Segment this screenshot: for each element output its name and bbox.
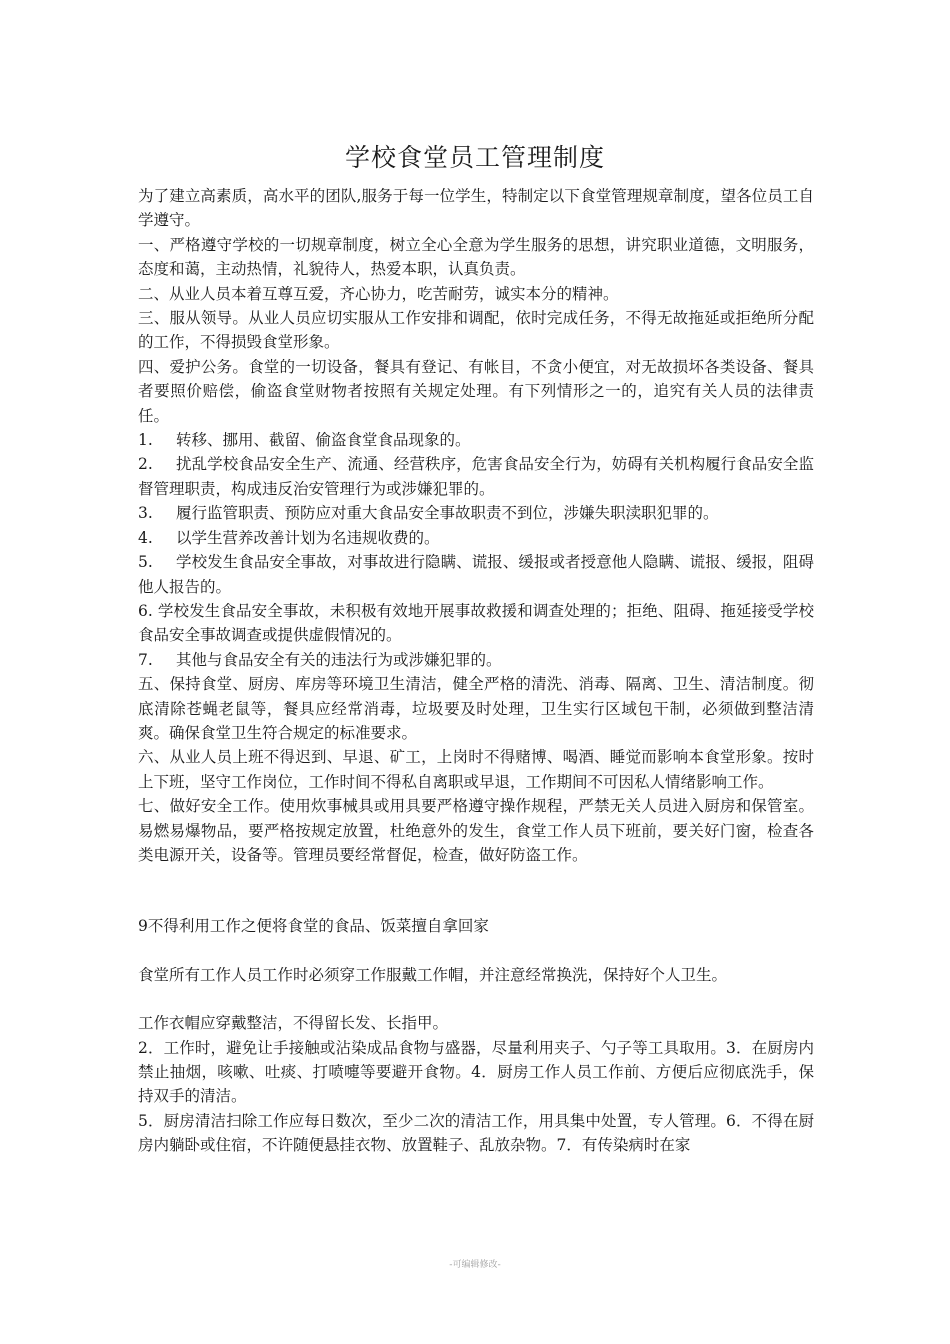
page-footer: -可编辑修改- [449, 1260, 501, 1270]
list-item-text: 扰乱学校食品安全生产、流通、经营秩序，危害食品安全行为，妨碍有关机构履行食品安全监督管理职责，构成违反治安管理行为或涉嫌犯罪的。 [138, 455, 814, 498]
list-item [138, 550, 814, 599]
staff-uniform-rule: 食堂所有工作人员工作时必须穿工作服戴工作帽，并注意经常换洗，保持好个人卫生。 [138, 965, 728, 984]
list-item-number: 7. [138, 650, 153, 669]
list-item [138, 501, 814, 525]
hygiene-rule-2: 2．工作时，避免让手接触或沾染成品食物与盛器，尽量利用夹子、勺子等工具取用。3．在厨房内禁止抽烟，咳嗽、吐痰、打喷嚏等要避开食物。4．厨房工作人员工作前、方便后应彻底洗手，保持双手的清洁。 [138, 1038, 814, 1106]
list-item [138, 428, 814, 452]
paragraph-2: 二、从业人员本着互尊互爱，齐心协力，吃苦耐劳，诚实本分的精神。 [138, 284, 619, 303]
list-item-text: 以学生营养改善计划为名违规收费的。 [176, 528, 440, 547]
list-item-text: 学校发生食品安全事故，未积极有效地开展事故救援和调查处理的；拒绝、阻碍、拖延接受学校食品安全事故调查或提供虚假情况的。 [138, 601, 814, 645]
intro-paragraph: 为了建立高素质，高水平的团队,服务于每一位学生，特制定以下食堂管理规章制度，望各位员工自学遵守。 [138, 187, 814, 230]
rule-9: 9不得利用工作之便将食堂的食品、饭菜擅自拿回家 [138, 917, 489, 936]
list-item-text: 履行监管职责、预防应对重大食品安全事故职责不到位，涉嫌失职渎职犯罪的。 [176, 504, 719, 523]
section-5: 五、保持食堂、厨房、库房等环境卫生清洁，健全严格的清洗、消毒、隔离、卫生、清洁制度。彻底清除苍蝇老鼠等，餐具应经常消毒，垃圾要及时处理，卫生实行区域包干制，必须做到整洁清爽。确保食堂卫生符合规定的标准要求。 [138, 675, 814, 742]
list-item-text: 转移、挪用、截留、偷盗食堂食品现象的。 [176, 431, 471, 450]
document-title: 学校食堂员工管理制度 [344, 143, 605, 172]
list-item [138, 648, 814, 672]
list-item [138, 526, 814, 550]
hygiene-rule-1: 工作衣帽应穿戴整洁，不得留长发、长指甲。 [138, 1014, 449, 1033]
section-6: 六、从业人员上班不得迟到、早退、矿工，上岗时不得赌博、喝酒、睡觉而影响本食堂形象。按时上下班，坚守工作岗位，工作时间不得私自离职或早退，工作期间不可因私人情绪影响工作。 [138, 748, 814, 791]
list-item-text: 其他与食品安全有关的违法行为或涉嫌犯罪的。 [176, 650, 502, 669]
list-item-number: 1. [138, 431, 153, 450]
document-body [138, 184, 814, 1158]
hygiene-rule-3: 5．厨房清洁扫除工作应每日数次，至少二次的清洁工作，用具集中处置，专人管理。6．不得在厨房内躺卧或住宿，不许随便悬挂衣物、放置鞋子、乱放杂物。7．有传染病时在家 [138, 1111, 814, 1155]
paragraph-3: 三、服从领导。从业人员应切实服从工作安排和调配，依时完成任务，不得无故拖延或拒绝所分配的工作，不得损毁食堂形象。 [138, 309, 814, 352]
paragraph-4: 四、爱护公务。食堂的一切设备，餐具有登记、有帐目，不贪小便宜，对无故损坏各类设备、餐具者要照价赔偿，偷盗食堂财物者按照有关规定处理。有下列情形之一的，追究有关人员的法律责任。 [138, 357, 814, 425]
list-item-number: 6. [138, 601, 153, 620]
section-7: 七、做好安全工作。使用炊事械具或用具要严格遵守操作规程，严禁无关人员进入厨房和保管室。易燃易爆物品，要严格按规定放置，杜绝意外的发生，食堂工作人员下班前，要关好门窗，检查各类电源开关，设备等。管理员要经常督促，检查，做好防盗工作。 [138, 797, 814, 864]
list-item-number: 3. [138, 504, 153, 523]
list-item-number: 5. [138, 553, 153, 572]
paragraph-1: 一、严格遵守学校的一切规章制度，树立全心全意为学生服务的思想，讲究职业道德，文明服务，态度和蔼，主动热情，礼貌待人，热爱本职，认真负责。 [138, 235, 814, 279]
list-item-text: 学校发生食品安全事故，对事故进行隐瞒、谎报、缓报或者授意他人隐瞒、谎报、缓报，阻碍他人报告的。 [138, 553, 814, 596]
list-item-number: 2. [138, 455, 153, 474]
list-item [138, 452, 814, 501]
list-item-number: 4. [138, 528, 153, 547]
list-item [138, 599, 814, 648]
